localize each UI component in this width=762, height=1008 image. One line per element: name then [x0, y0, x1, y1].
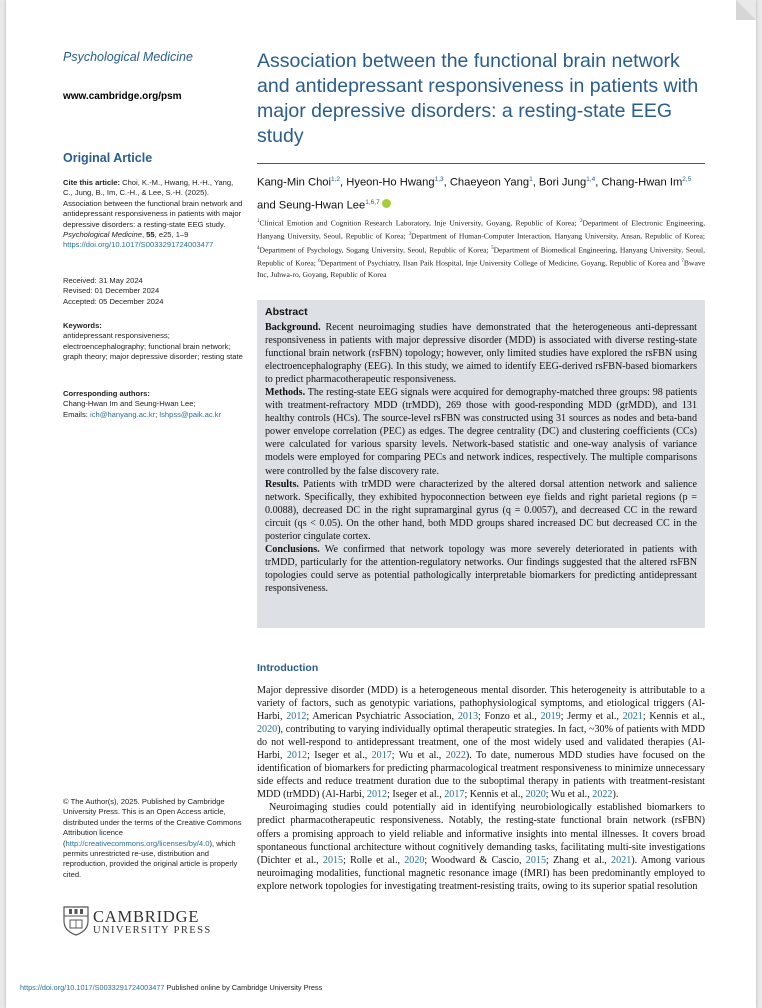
corresponding-names: Chang-Hwan Im and Seung-Hwan Lee; — [63, 399, 196, 409]
license-url-link[interactable]: http://creativecommons.org/licenses/by/4.0 — [65, 838, 210, 848]
author-list: Kang-Min Choi$^{1,2}$, Hyeon-Ho Hwang$^{1,3}$, Chaeyeon Yang$^1$, Bori Jung$^{1,4}$, Chang-Hwan Im$^{2,5}$ and Seung-Hwan Lee$^{1,6,7}$ — [257, 176, 692, 212]
author-name: Chaeyeon Yang — [449, 176, 530, 189]
reference-link[interactable]: 2015 — [322, 854, 344, 866]
reference-link[interactable]: 2012 — [286, 711, 307, 723]
affiliation-item: Department of Electronic Engineering, Hanyang University, Seoul, Republic of Korea; — [257, 218, 705, 241]
introduction-heading: Introduction — [257, 662, 319, 674]
affiliation-item: Bwave Inc, Juhwa-ro, Goyang, Republic of Korea — [257, 258, 706, 280]
introduction-body — [257, 684, 705, 893]
abstract-box — [257, 300, 705, 628]
reference-link[interactable]: 2013 — [457, 711, 478, 723]
abstract-background: Background. Recent neuroimaging studies have demonstrated that the heterogeneous anti-depressant responsiveness in patients with major depressive disorder (MDD) is associated with diverse resting-state functional brain network (rsFBN) topology; however, only limited studies have explored the rsFBN using electroencephalography (EEG). In this study, we aimed to identify EEG-derived rsFBN-based biomarkers to predict pharmacotherapeutic responsiveness. — [265, 322, 697, 386]
reference-link[interactable]: 2020 — [257, 724, 278, 736]
title-divider — [257, 163, 705, 164]
article-type: Original Article — [63, 151, 153, 165]
author-affiliation-marker: 1,3 — [434, 176, 444, 183]
intro-paragraph-2: Neuroimaging studies could potentially aid in identifying neurobiologically established biomarkers to predict pharmacotherapeutic responsiveness. Notably, the resting-state functional brain network (rsFBN) offers a promising approach to yield reliable and informative insights into mental illnesses. It covers broad spontaneous functional architecture without cognitively demanding tasks, facilitating multi-site investigations (Dichter et al., 2015; Rolle et al., 2020; Woodward & Cascio, 2015; Zhang et al., 2021). Among various neuroimaging modalities, functional magnetic resonance image (fMRI) has been predominantly employed to explore network topologies for investigating treatment-resisting traits, owing to its superior spatial resolution — [257, 802, 705, 892]
orcid-icon[interactable] — [382, 199, 391, 208]
reference-link[interactable]: 2019 — [540, 711, 561, 723]
email-separator: ; — [155, 409, 158, 419]
abstract-conclusions: Conclusions. We confirmed that network topology was more severely deteriorated in patients with trMDD, particularly for the attention-regulatory networks. Our findings suggested that the altered rsFBN topologies could serve as potential pathologically interpretable biomarkers for predicting antidepressant responsiveness. — [265, 543, 697, 594]
emails-label: Emails: — [63, 409, 88, 419]
article-title: Association between the functional brain network and antidepressant responsiveness in patients with major depressive disorders: a resting-state EEG study — [257, 50, 699, 147]
license-text-1: © The Author(s), 2025. Published by Cambridge University Press. This is an Open Access article, distributed under the terms of the Creative Commons Attribution licence ( — [63, 797, 242, 848]
affiliation-item: Department of Psychology, Sogang University, Seoul, Republic of Korea; — [259, 245, 492, 255]
email-link-1[interactable]: ich@hanyang.ac.kr — [90, 409, 156, 419]
affiliations: $^1$Clinical Emotion and Cognition Research Laboratory, Inje University, Goyang, Republic of Korea; $^2$Department of Electronic Engineering, Hanyang University, Seoul, Republic of Korea; $^3$Department of Human-Computer Interaction, Hanyang University, Ansan, Republic of Korea; $^4$Department of Psychology, Sogang University, Seoul, Republic of Korea; $^5$Department of Biomedical Engineering, Hanyang University, Seoul, Republic of Korea; $^6$Department of Psychiatry, Ilsan Paik Hospital, Inje University College of Medicine, Goyang, Republic of Korea and $^7$Bwave Inc, Juhwa-ro, Goyang, Republic of Korea — [257, 218, 706, 280]
affiliation-item: Department of Human-Computer Interaction, Hanyang University, Ansan, Republic of Korea; — [411, 231, 705, 241]
cite-journal: Psychological Medicine — [63, 230, 142, 240]
author-name: Bori Jung — [538, 176, 587, 189]
citation-block: Cite this article: Choi, K.-M., Hwang, H.-H., Yang, C., Jung, B., Im, C.-H., & Lee, S.-H. (2025). Association between the functional brain network and antidepressant responsiveness in patients with major depressive disorders: a resting-state EEG study. Psychological Medicine, 55, e25, 1–9 https://doi.org/10.1017/S0033291724003477 — [63, 178, 243, 250]
page-corner-fold — [736, 0, 756, 20]
abstract-heading: Abstract — [265, 306, 308, 318]
keywords-text: antidepressant responsiveness; electroencephalography; functional brain network; graph theory; major depressive disorder; resting state — [63, 331, 243, 362]
reference-link[interactable]: 2021 — [611, 854, 632, 866]
email-link-2[interactable]: lshpss@paik.ac.kr — [159, 409, 222, 419]
author-name: Hyeon-Ho Hwang — [346, 176, 435, 189]
cite-pages: , e25, 1–9 — [154, 230, 189, 240]
author-affiliation-marker: 1 — [529, 176, 533, 183]
affiliation-item: Department of Psychiatry, Ilsan Paik Hospital, Inje University College of Medicine, Goyang, Republic of Korea and — [320, 258, 682, 268]
license-text-2: ), which permits unrestricted re-use, distribution and reproduction, provided the original article is properly cited. — [63, 838, 238, 879]
author-affiliation-marker: 1,6,7 — [365, 198, 380, 206]
journal-website[interactable]: www.cambridge.org/psm — [63, 91, 182, 102]
page-footer — [20, 983, 322, 992]
cambridge-crest-icon — [63, 906, 89, 936]
reference-link[interactable]: 2012 — [366, 789, 388, 801]
reference-link[interactable]: 2015 — [525, 854, 546, 866]
cite-text: Choi, K.-M., Hwang, H.-H., Yang, C., Jung, B., Im, C.-H., & Lee, S.-H. (2025). Association between the functional brain network and antidepressant responsiveness in patients with major depressive disorders: a resting-state EEG study. — [63, 178, 243, 229]
reference-link[interactable]: 2022 — [445, 750, 466, 762]
journal-name: Psychological Medicine — [63, 50, 193, 64]
article-page — [6, 0, 756, 1008]
abstract-text — [265, 321, 697, 595]
cite-volume: 55 — [146, 230, 155, 240]
received-date: Received: 31 May 2024 — [63, 276, 143, 285]
footer-doi-link[interactable]: https://doi.org/10.1017/S0033291724003477 — [20, 983, 165, 992]
publisher-logo — [63, 906, 243, 940]
accepted-date: Accepted: 05 December 2024 — [63, 296, 164, 306]
reference-link[interactable]: 2020 — [525, 789, 546, 801]
revised-date: Revised: 01 December 2024 — [63, 286, 160, 296]
author-name: Seung-Hwan Lee — [278, 199, 366, 212]
author-name: Chang-Hwan Im — [601, 176, 683, 189]
author-affiliation-marker: 2,5 — [682, 176, 692, 183]
reference-link[interactable]: 2017 — [371, 750, 392, 762]
dates-block — [63, 276, 245, 307]
reference-link[interactable]: 2012 — [286, 750, 308, 762]
corresponding-block — [63, 389, 245, 420]
reference-link[interactable]: 2017 — [444, 789, 465, 801]
abstract-methods: Methods. The resting-state EEG signals were acquired for demography-matched three groups: 98 patients with treatment-refractory MDD (trMDD), 269 those with good-responding MDD (grMDD), and 131 healthy controls (HCs). The source-level rsFBN was constructed using 31 sources as nodes and beta-band power envelope correlation (PEC) as edges. The degree centrality (DC) and clustering coefficients (CCs) were calculated for various sparsity levels. Network-based statistic and one-way analysis of variance models were employed for comparing PECs and network indices, respectively. The multiple comparisons were controlled by the false discovery rate. — [265, 387, 697, 477]
footer-text: Published online by Cambridge University Press — [164, 983, 323, 992]
affiliation-item: Clinical Emotion and Cognition Research Laboratory, Inje University, Goyang, Republic of Korea; — [259, 218, 581, 228]
reference-link[interactable]: 2022 — [592, 789, 613, 801]
corresponding-label: Corresponding authors: — [63, 389, 150, 398]
keywords-block — [63, 321, 245, 363]
cite-doi-link[interactable]: https://doi.org/10.1017/S0033291724003477 — [63, 240, 214, 250]
keywords-label: Keywords: — [63, 321, 102, 330]
affiliation-item: Department of Biomedical Engineering, Hanyang University, Seoul, Republic of Korea; — [257, 245, 705, 268]
reference-link[interactable]: 2021 — [622, 711, 643, 723]
abstract-results: Results. Patients with trMDD were characterized by the altered dorsal attention network and salience network. Specifically, they exhibited hypoconnection between eye fields and right parietal regions (p = 0.0088), decreased DC in the right supramarginal gyrus (q = 0.0057), and decreased CC in the reward circuit (qs < 0.05). On the other hand, both MDD groups shared increased DC but decreased CC in the posterior cingulate cortex. — [265, 478, 697, 542]
author-affiliation-marker: 1,4 — [586, 176, 596, 183]
author-name: Kang-Min Choi — [257, 176, 331, 189]
author-affiliation-marker: 1,2 — [331, 176, 341, 183]
publisher-name-line2: UNIVERSITY PRESS — [93, 925, 212, 936]
license-block — [63, 797, 245, 880]
publisher-name-line1: CAMBRIDGE — [93, 907, 200, 926]
cite-label: Cite this article: — [63, 178, 120, 187]
intro-paragraph-1: Major depressive disorder (MDD) is a heterogeneous mental disorder. This heterogeneity is attributable to a variety of factors, such as genotypic variations, pathophysiological symptoms, and etiological triggers (Al-Harbi, 2012; American Psychiatric Association, 2013; Fonzo et al., 2019; Jermy et al., 2021; Kennis et al., 2020), contributing to varying individually optimal therapeutic strategies. In fact, ~30% of patients with MDD do not well-respond to antidepressant treatment, one of the most widely used and validated therapies (Al-Harbi, 2012; Iseger et al., 2017; Wu et al., 2022). To date, numerous MDD studies have focused on the identification of biomarkers for predicting pharmacological treatment responsiveness to minimize unnecessary side effects and reduce treatment duration due to the suboptimal therapy in patients with treatment-resistant MDD (trMDD) (Al-Harbi, 2012; Iseger et al., 2017; Kennis et al., 2020; Wu et al., 2022). — [257, 685, 706, 801]
reference-link[interactable]: 2020 — [404, 854, 425, 866]
